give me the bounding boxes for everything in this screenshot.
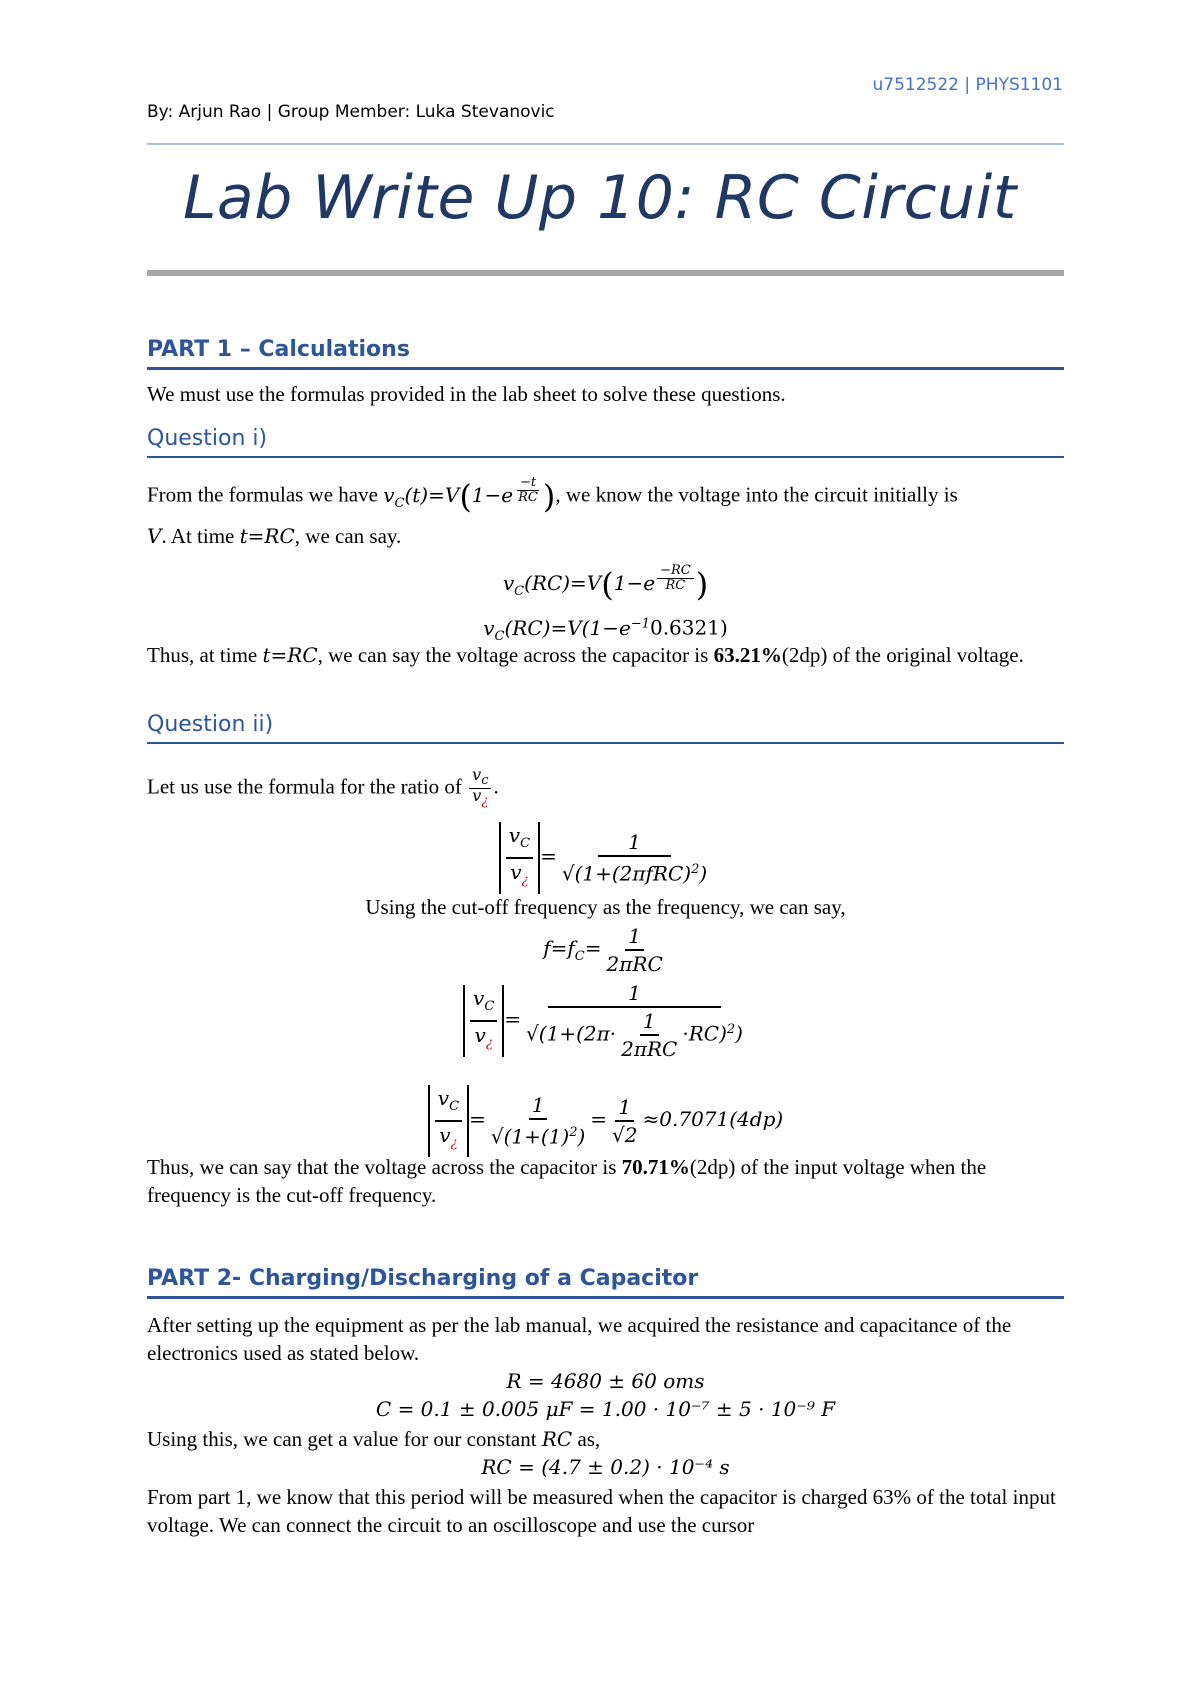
q2-approx-value: ≈0.7071(4dp) xyxy=(642,1106,784,1131)
q1-conclusion: Thus, at time t=RC, we can say the voltage across the capacitor is 63.21%(2dp) of the original voltage. xyxy=(147,643,1024,667)
q1-conclusion-text-a: Thus, at time xyxy=(147,643,258,667)
q2-equation-ratio: $\frac{v_C}{v_¿}$ = $\frac{1}{√(1+(2\pi fRC)^2)}$ xyxy=(147,822,1064,894)
question-1-heading: Question i) xyxy=(147,424,1064,458)
q2-line1-text: Let us use the formula for the ratio of xyxy=(147,774,462,799)
formula-vc-t: $v_C(t)=V(1-e$ $^{\frac{-t}{RC}}$ ) xyxy=(383,475,556,516)
q2-conclusion-text-b: (2dp) of the input voltage when the frequency is the cut-off frequency. xyxy=(147,1155,987,1207)
part2-paragraph-3: From part 1, we know that this period will be measured when the capacitor is charged 63% of the total input voltage. We can connect the circuit to an oscilloscope and use the cursor xyxy=(147,1485,1056,1537)
q1-line1-text-b: , we know the voltage into the circuit initially is xyxy=(555,482,958,507)
part2-equation-rc xyxy=(147,1453,1064,1481)
q1-percent-result: 63.21% xyxy=(713,643,782,667)
q1-line2-text-a: . At time xyxy=(161,524,235,548)
resistance-value: R = 4680 ± 60 oms xyxy=(506,1369,705,1393)
q2-equation-substituted: $\frac{v_C}{v_¿}$ = 1 √(1+(2π· $\frac{1}{\text{2πRC}}$ ·RC)$^2$) xyxy=(147,980,1064,1062)
capacitance-value: C = 0.1 ± 0.005 μF = 1.00 · 10⁻⁷ ± 5 · 10⁻⁹ F xyxy=(375,1397,836,1421)
q2-percent-result: 70.71% xyxy=(621,1155,690,1179)
header-author-line: By: Arjun Rao | Group Member: Luka Stevanovic xyxy=(147,102,555,122)
part2-equation-capacitance xyxy=(147,1395,1064,1423)
q2-conclusion xyxy=(147,1153,1064,1209)
part1-intro: We must use the formulas provided in the lab sheet to solve these questions. xyxy=(147,382,786,406)
part2-paragraph-1: After setting up the equipment as per the lab manual, we acquired the resistance and capacitance of the electronics used as stated below. xyxy=(147,1313,1012,1365)
q2-cutoff-text: Using the cut-off frequency as the frequency, we can say, xyxy=(365,895,846,919)
header-divider xyxy=(147,143,1064,145)
part2-equation-resistance xyxy=(147,1367,1064,1395)
document-title: Lab Write Up 10: RC Circuit xyxy=(183,163,1017,233)
q1-line1-text-a: From the formulas we have xyxy=(147,482,378,507)
part2-paragraph-2-text-b: as, xyxy=(577,1427,601,1451)
question-2-heading: Question ii) xyxy=(147,710,1064,744)
q2-equation-cutoff: $f=f_C=$ $\frac{1}{\text{2πRC}}$ xyxy=(543,924,663,976)
q1-conclusion-text-c: (2dp) of the original voltage. xyxy=(781,643,1024,667)
q1-line1 xyxy=(147,476,1064,518)
q1-line2-text-b: , we can say. xyxy=(294,524,402,548)
q1-line2: V. At time t=RC, we can say. xyxy=(147,524,402,548)
q1-conclusion-text-b: , we can say the voltage across the capacitor is xyxy=(317,643,709,667)
header-student-id: u7512522 | PHYS1101 xyxy=(872,75,1063,95)
q2-equation-result: $\frac{v_C}{v_¿}$ = $\frac{1}{√(1+(1)^2)}$ = $\frac{1}{√2}$ ≈0.7071(4dp) xyxy=(147,1085,1064,1157)
title-divider xyxy=(147,270,1064,276)
q1-equation-1: $v_C(RC)=V(1-e$ $^{\frac{-RC}{RC}}$ ) xyxy=(502,563,709,604)
part2-heading: PART 2- Charging/Discharging of a Capacitor xyxy=(147,1264,1064,1299)
part2-paragraph-2: Using this, we can get a value for our constant RC as, xyxy=(147,1427,601,1451)
part1-heading: PART 1 – Calculations xyxy=(147,335,1064,370)
q2-line1: Let us use the formula for the ratio of $\frac{v_c}{v_¿}$ . xyxy=(147,765,499,810)
rc-constant-value: RC = (4.7 ± 0.2) · 10⁻⁴ s xyxy=(481,1455,730,1479)
part2-paragraph-2-text-a: Using this, we can get a value for our constant xyxy=(147,1427,537,1451)
q1-equation-2: $v_C(RC)=V(1-e^{-1}0.6321)$ xyxy=(483,615,728,644)
q2-conclusion-text-a: Thus, we can say that the voltage across the capacitor is xyxy=(147,1155,617,1179)
